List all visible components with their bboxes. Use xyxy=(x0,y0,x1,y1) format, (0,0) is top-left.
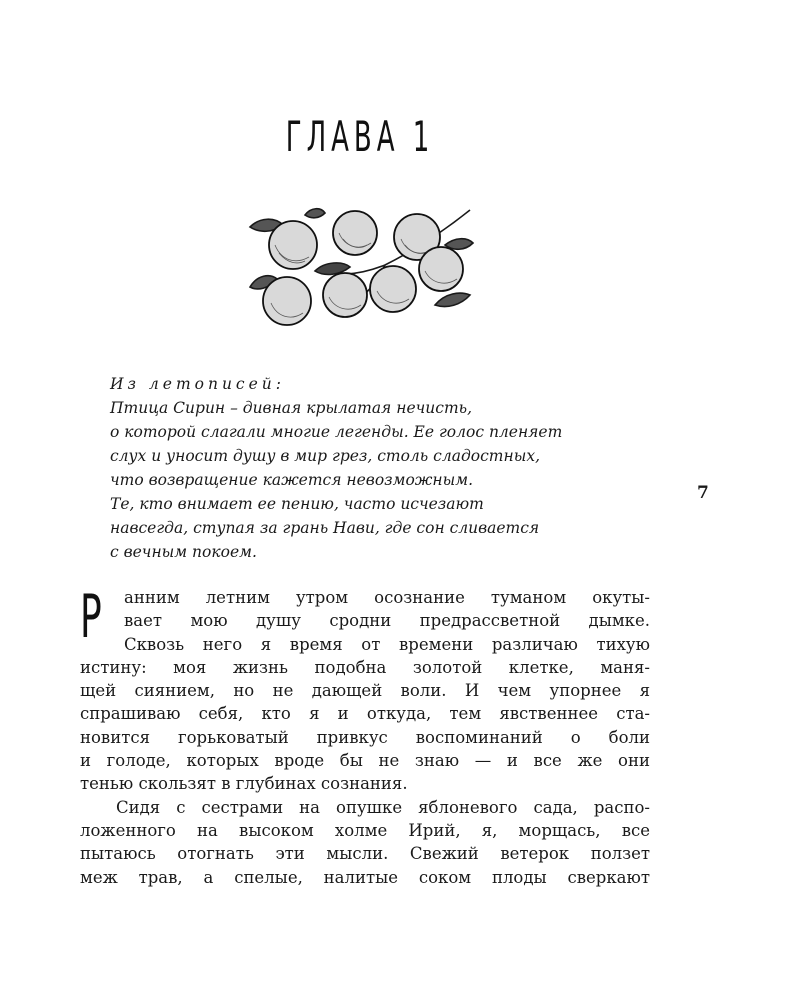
epigraph-line: Те, кто внимает ее пению, часто исчезают xyxy=(110,495,484,513)
drop-cap: Р xyxy=(80,582,102,652)
chapter-title: ГЛАВА 1 xyxy=(285,112,435,161)
epigraph-line: слух и уносит душу в мир грез, столь сладостных, xyxy=(110,447,540,465)
body-line: спрашиваю себя, кто я и откуда, тем явственнее ста- xyxy=(80,704,650,724)
epigraph-line: что возвращение кажется невозможным. xyxy=(110,471,474,489)
body-text xyxy=(80,582,650,889)
body-line: Сквозь него я время от времени различаю тихую xyxy=(124,634,650,654)
epigraph-line: с вечным покоем. xyxy=(110,543,257,561)
epigraph xyxy=(110,372,670,564)
epigraph-heading: Из летописей: xyxy=(110,375,285,393)
body-line: и голоде, которых вроде бы не знаю — и все же они xyxy=(80,751,650,771)
body-line: анним летним утром осознание туманом окуты- xyxy=(124,588,650,607)
body-line: ложенного на высоком холме Ирий, я, морщась, все xyxy=(80,820,650,840)
body-line: истину: моя жизнь подобна золотой клетке, маня- xyxy=(80,657,650,677)
apple-branch-icon xyxy=(245,205,485,335)
epigraph-line: Птица Сирин – дивная крылатая нечисть, xyxy=(110,399,473,417)
body-line: пытаюсь отогнать эти мысли. Свежий ветерок ползет xyxy=(80,844,650,864)
body-line: меж трав, а спелые, налитые соком плоды сверкают xyxy=(80,867,650,887)
body-line: новится горьковатый привкус воспоминаний о боли xyxy=(80,727,650,747)
body-line: Сидя с сестрами на опушке яблоневого сада, распо- xyxy=(116,797,650,817)
epigraph-line: навсегда, ступая за грань Нави, где сон сливается xyxy=(110,519,540,537)
page-number: 7 xyxy=(697,483,709,503)
body-line: щей сиянием, но не дающей воли. И чем упорнее я xyxy=(80,681,650,701)
epigraph-line: о которой слагали многие легенды. Ее голос пленяет xyxy=(110,423,563,441)
body-line: вает мою душу сродни предрассветной дымке. xyxy=(124,611,650,631)
body-line: тенью скользят в глубинах сознания. xyxy=(80,774,408,794)
